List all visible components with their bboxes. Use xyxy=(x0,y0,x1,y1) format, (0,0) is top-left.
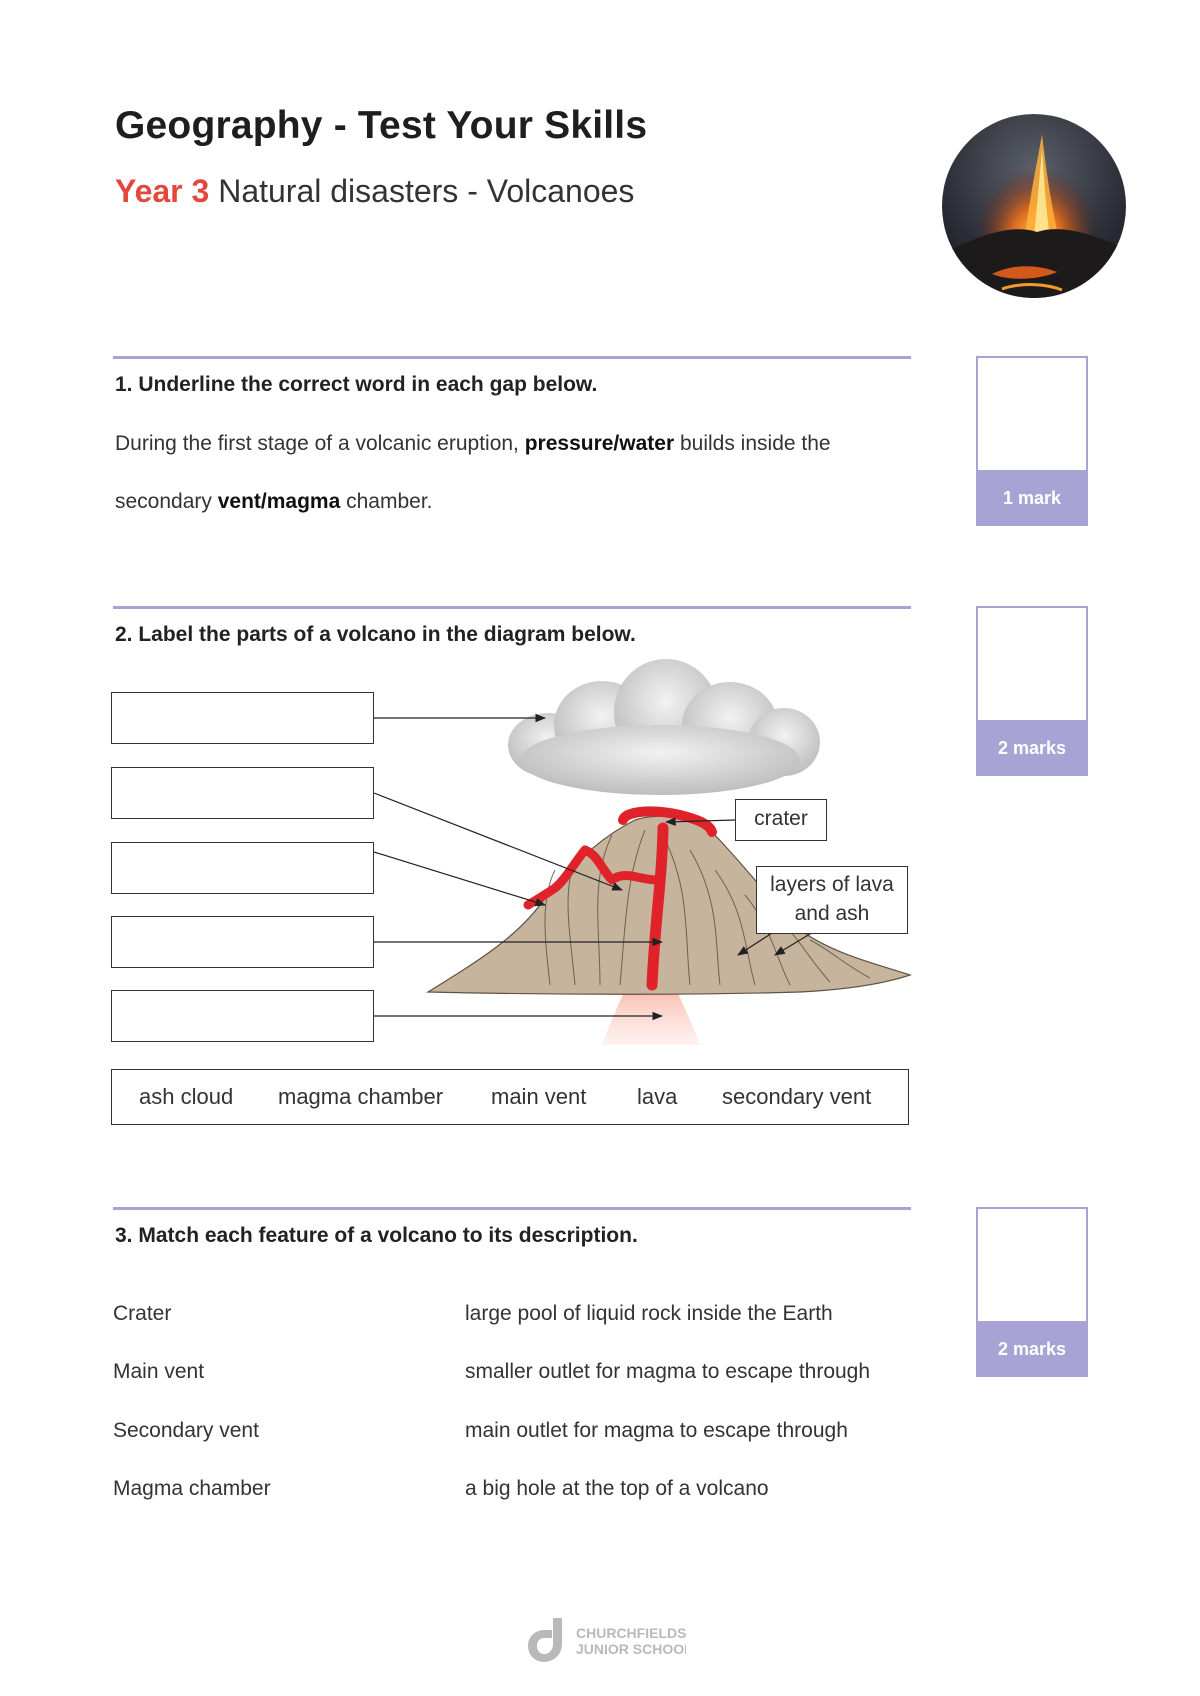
label-answer-box-4[interactable] xyxy=(111,916,374,968)
q1-text: During the first stage of a volcanic eruption, xyxy=(115,432,525,455)
description-item[interactable]: main outlet for magma to escape through xyxy=(465,1419,848,1442)
label-answer-box-2[interactable] xyxy=(111,767,374,819)
label-answer-box-3[interactable] xyxy=(111,842,374,894)
word-bank-item[interactable]: lava xyxy=(637,1084,678,1109)
arrow-secondary-vent xyxy=(374,793,622,890)
year-label: Year 3 xyxy=(115,173,210,209)
crater-callout: crater xyxy=(735,799,827,841)
ash-cloud-illustration xyxy=(508,659,820,795)
description-item[interactable]: smaller outlet for magma to escape through xyxy=(465,1360,871,1383)
word-bank-item[interactable]: magma chamber xyxy=(278,1084,444,1109)
arrow-lava xyxy=(374,852,545,905)
word-bank xyxy=(111,1069,909,1125)
feature-item[interactable]: Crater xyxy=(113,1302,172,1325)
q1-text: chamber. xyxy=(340,490,433,513)
layers-callout xyxy=(756,866,908,934)
feature-item[interactable]: Magma chamber xyxy=(113,1477,271,1500)
layers-callout-line1: layers of lava xyxy=(770,873,894,896)
q2-heading: 2. Label the parts of a volcano in the diagram below. xyxy=(115,623,636,646)
q1-heading: 1. Underline the correct word in each gap below. xyxy=(115,373,598,396)
word-bank-item[interactable]: main vent xyxy=(491,1084,587,1109)
section-divider xyxy=(113,1207,911,1210)
school-name-line1: CHURCHFIELDS xyxy=(576,1625,686,1641)
feature-item[interactable]: Main vent xyxy=(113,1360,205,1383)
page-title: Geography - Test Your Skills xyxy=(115,104,648,147)
label-answer-box-1[interactable] xyxy=(111,692,374,744)
q3-heading: 3. Match each feature of a volcano to its description. xyxy=(115,1224,638,1247)
school-logo xyxy=(526,1614,686,1671)
school-name-line2: JUNIOR SCHOOL xyxy=(576,1641,686,1657)
q1-choice-pressure-water[interactable]: pressure/water xyxy=(524,432,675,455)
q1-text: secondary xyxy=(115,490,218,513)
q1-text: builds inside the xyxy=(674,432,831,455)
description-item[interactable]: large pool of liquid rock inside the Earth xyxy=(465,1302,833,1325)
label-answer-box-5[interactable] xyxy=(111,990,374,1042)
q1-choice-vent-magma[interactable]: vent/magma xyxy=(217,490,341,513)
word-bank-item[interactable]: ash cloud xyxy=(139,1084,234,1109)
feature-item[interactable]: Secondary vent xyxy=(113,1419,259,1442)
description-item[interactable]: a big hole at the top of a volcano xyxy=(465,1477,769,1500)
q1-mark-label: 1 mark xyxy=(976,470,1088,526)
topic-label: Natural disasters - Volcanoes xyxy=(209,173,635,209)
q2-mark-label: 2 marks xyxy=(976,720,1088,776)
q3-mark-label: 2 marks xyxy=(976,1321,1088,1377)
layers-callout-line2: and ash xyxy=(794,902,870,925)
word-bank-item[interactable]: secondary vent xyxy=(722,1084,872,1109)
q3-mark-box[interactable] xyxy=(976,1207,1088,1377)
